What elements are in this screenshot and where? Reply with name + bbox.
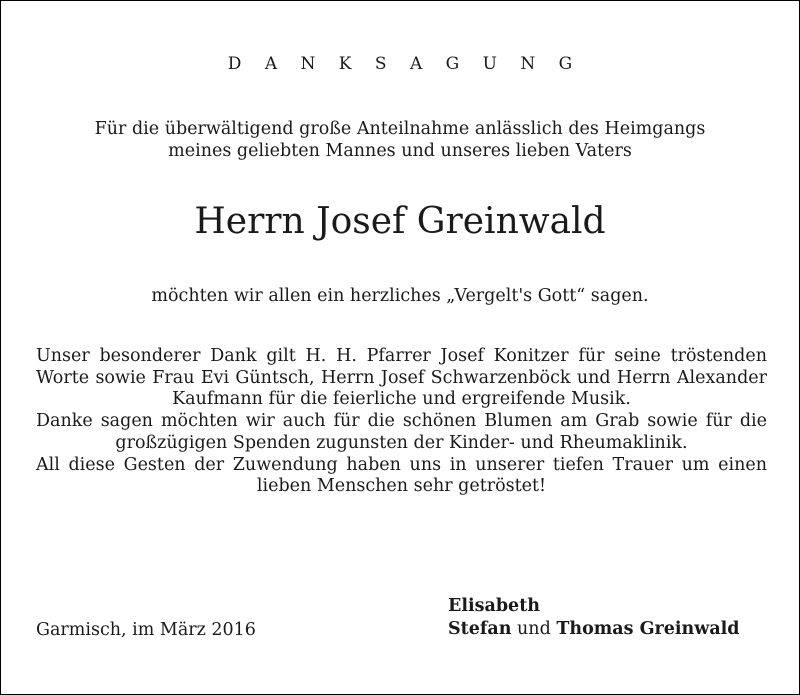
deceased-name: Herrn Josef Greinwald: [194, 201, 606, 242]
signer-2: Stefan: [448, 619, 512, 639]
signer-conjunction: und: [517, 619, 551, 639]
thanks-line: möchten wir allen ein herzliches „Vergelt's Gott“ sagen.: [151, 286, 649, 306]
intro-text: [41, 118, 759, 162]
notice-title: D A N K S A G U N G: [227, 54, 582, 74]
intro-line-2: meines geliebten Mannes und unseres lieben Vaters: [168, 141, 632, 161]
body-paragraph-3: All diese Gesten der Zuwendung haben uns in unserer tiefen Trauer um einen lieben Menschen sehr getröstet!: [36, 454, 767, 497]
body-text: [36, 346, 767, 498]
place-date: Garmisch, im März 2016: [36, 620, 256, 640]
signers: [448, 595, 740, 641]
intro-line-1: Für die überwältigend große Anteilnahme anlässlich des Heimgangs: [94, 119, 706, 139]
signer-3: Thomas Greinwald: [556, 619, 740, 639]
signer-1: Elisabeth: [448, 596, 541, 616]
body-paragraph-2: Danke sagen möchten wir auch für die schönen Blumen am Grab sowie für die großzügigen Spenden zugunsten der Kinder- und Rheumaklinik.: [36, 411, 767, 453]
body-paragraph-1: Unser besonderer Dank gilt H. H. Pfarrer Josef Konitzer für seine tröstenden Worte sowie Frau Evi Güntsch, Herrn Josef Schwarzenböck und Herrn Alexander Kaufmann für die feierliche und ergreifende Musik.: [36, 346, 767, 410]
